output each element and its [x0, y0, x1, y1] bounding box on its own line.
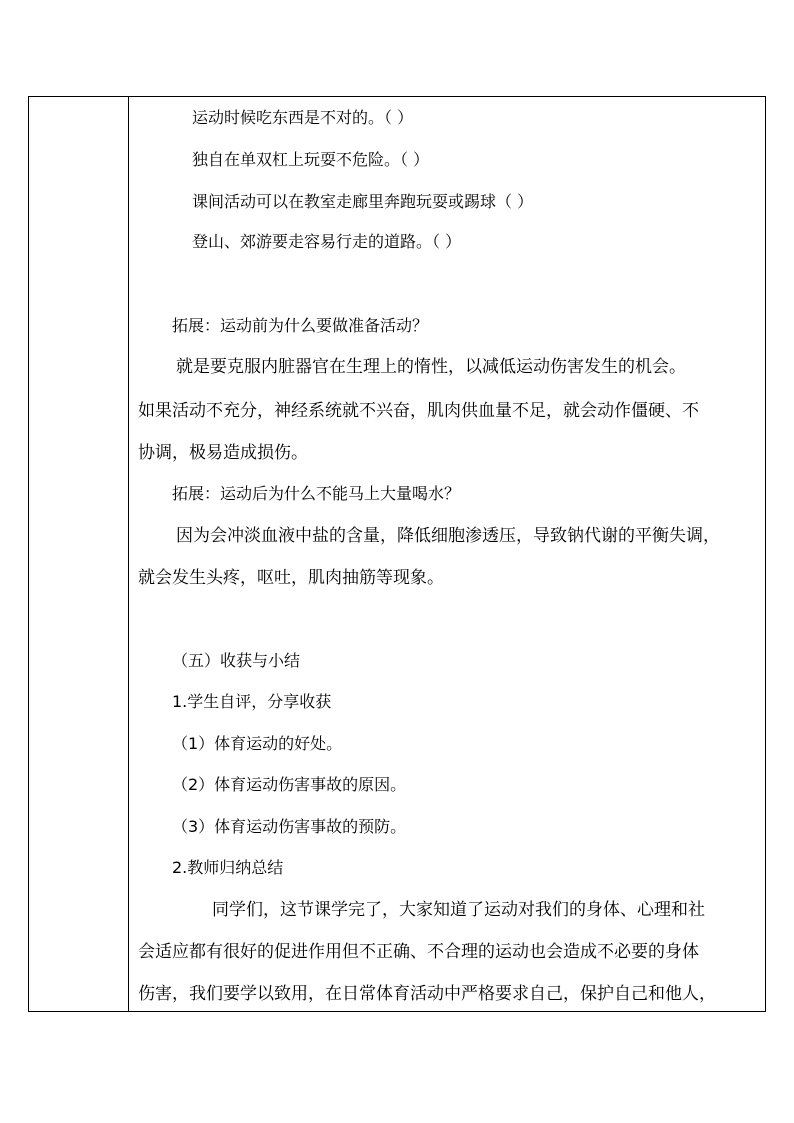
extension-answer-line: 协调，极易造成损伤。: [138, 443, 308, 463]
extension-question: 拓展：运动后为什么不能马上大量喝水？: [172, 484, 461, 503]
section-heading: （五）收获与小结: [172, 651, 301, 670]
summary-item: 2.教师归纳总结: [172, 858, 284, 877]
quiz-item: 独自在单双杠上玩耍不危险。（ ）: [192, 150, 430, 169]
extension-answer-line: 如果活动不充分，神经系统就不兴奋，肌肉供血量不足，就会动作僵硬、不: [138, 401, 699, 421]
summary-paragraph-line: 会适应都有很好的促进作用但不正确、不合理的运动也会造成不必要的身体: [138, 942, 699, 962]
summary-subitem: （3）体育运动伤害事故的预防。: [172, 817, 407, 836]
label-column: [29, 97, 129, 1011]
summary-paragraph-line: 伤害，我们要学以致用，在日常体育活动中严格要求自己，保护自己和他人，: [138, 984, 716, 1004]
extension-question: 拓展：运动前为什么要做准备活动？: [172, 316, 429, 335]
extension-answer-line: 就是要克服内脏器官在生理上的惰性，以减低运动伤害发生的机会。: [176, 357, 686, 377]
quiz-item: 运动时候吃东西是不对的。（ ）: [192, 108, 414, 127]
summary-subitem: （2）体育运动伤害事故的原因。: [172, 775, 407, 794]
summary-item: 1.学生自评，分享收获: [172, 692, 332, 711]
extension-answer-line: 因为会冲淡血液中盐的含量，降低细胞渗透压，导致钠代谢的平衡失调，: [176, 526, 720, 546]
quiz-item: 登山、郊游要走容易行走的道路。（ ）: [192, 232, 462, 251]
extension-answer-line: 就会发生头疼，呕吐，肌肉抽筋等现象。: [138, 568, 444, 588]
summary-subitem: （1）体育运动的好处。: [172, 734, 343, 753]
summary-paragraph-line: 同学们，这节课学完了，大家知道了运动对我们的身体、心理和社: [212, 900, 705, 920]
quiz-item: 课间活动可以在教室走廊里奔跑玩耍或踢球（ ）: [192, 192, 534, 211]
